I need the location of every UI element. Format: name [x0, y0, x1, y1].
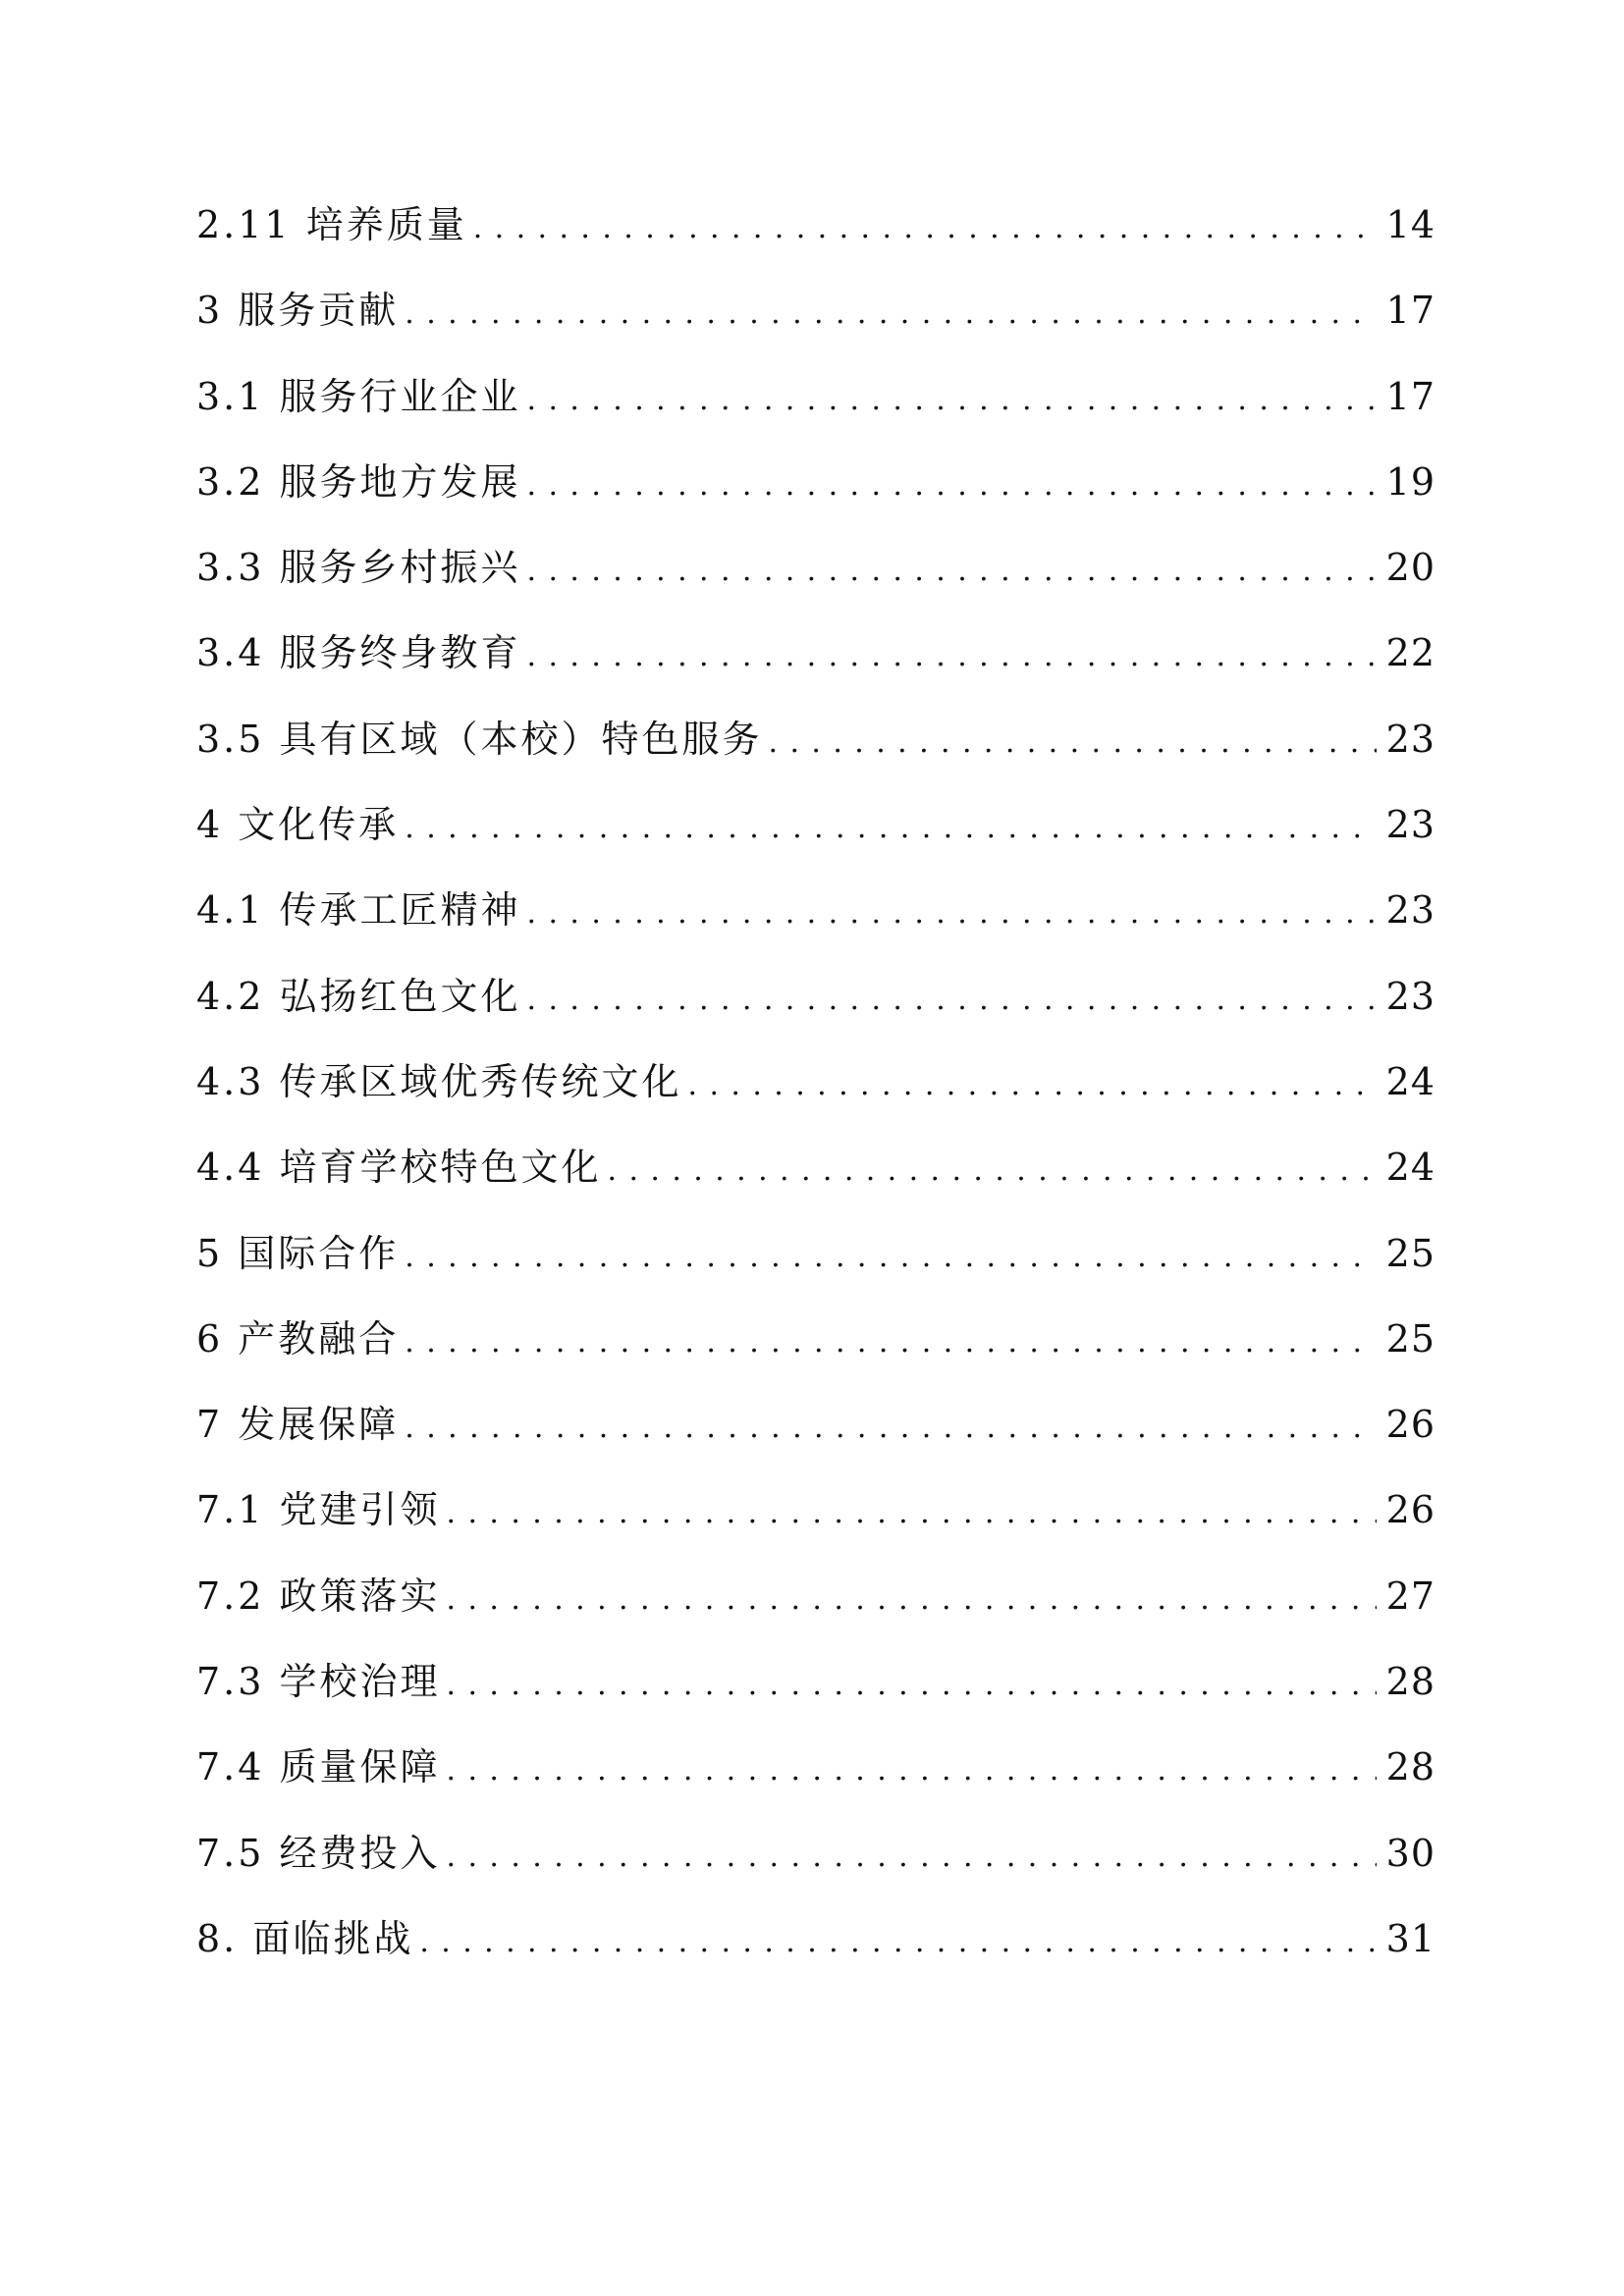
- toc-entry-title: 3 服务贡献: [196, 289, 400, 333]
- toc-entry-page: 26: [1385, 1403, 1435, 1447]
- toc-entry-page: 30: [1385, 1831, 1435, 1875]
- toc-dot-leader: [447, 1842, 1377, 1872]
- toc-entry[interactable]: [196, 803, 1435, 891]
- table-of-contents: [196, 203, 1435, 2005]
- toc-entry[interactable]: [196, 888, 1435, 977]
- toc-dot-leader: [405, 1243, 1376, 1272]
- toc-entry-page: 24: [1385, 1146, 1435, 1190]
- toc-entry-page: 25: [1385, 1316, 1435, 1361]
- toc-entry-page: 17: [1385, 289, 1435, 333]
- toc-entry[interactable]: [196, 1574, 1435, 1663]
- toc-entry[interactable]: [196, 203, 1435, 292]
- toc-dot-leader: [419, 1928, 1376, 1957]
- toc-dot-leader: [405, 1414, 1376, 1443]
- toc-entry-page: 28: [1385, 1745, 1435, 1789]
- toc-entry[interactable]: [196, 1831, 1435, 1920]
- toc-entry-title: 7.1 党建引领: [196, 1488, 441, 1532]
- toc-entry[interactable]: [196, 1660, 1435, 1748]
- toc-entry-page: 23: [1385, 888, 1435, 933]
- toc-entry[interactable]: [196, 459, 1435, 549]
- toc-entry-page: 19: [1385, 459, 1435, 504]
- toc-dot-leader: [527, 471, 1377, 501]
- toc-dot-leader: [405, 814, 1376, 843]
- toc-entry-title: 7.2 政策落实: [196, 1574, 441, 1618]
- toc-entry-title: 5 国际合作: [196, 1231, 400, 1275]
- toc-dot-leader: [688, 1071, 1377, 1100]
- toc-entry-page: 23: [1385, 717, 1435, 761]
- toc-entry-title: 4 文化传承: [196, 803, 400, 847]
- toc-dot-leader: [405, 299, 1376, 329]
- toc-entry-page: 20: [1385, 546, 1435, 590]
- toc-entry[interactable]: [196, 974, 1435, 1063]
- toc-dot-leader: [527, 899, 1377, 929]
- toc-dot-leader: [608, 1156, 1377, 1186]
- toc-entry[interactable]: [196, 546, 1435, 634]
- toc-dot-leader: [527, 386, 1377, 415]
- toc-entry[interactable]: [196, 1316, 1435, 1406]
- toc-dot-leader: [405, 1328, 1376, 1358]
- toc-entry-title: 8. 面临挑战: [196, 1916, 414, 1960]
- toc-entry-title: 3.4 服务终身教育: [196, 631, 521, 675]
- toc-dot-leader: [447, 1585, 1377, 1615]
- toc-entry-page: 25: [1385, 1231, 1435, 1275]
- toc-entry-page: 31: [1385, 1916, 1435, 1960]
- toc-dot-leader: [527, 557, 1377, 586]
- toc-entry[interactable]: [196, 1148, 1435, 1234]
- toc-entry[interactable]: [196, 1231, 1435, 1320]
- toc-entry-page: 17: [1385, 374, 1435, 418]
- toc-entry-title: 4.3 传承区域优秀传统文化: [196, 1059, 682, 1103]
- toc-entry[interactable]: [196, 717, 1435, 806]
- toc-entry-title: 7.4 质量保障: [196, 1745, 441, 1789]
- toc-entry-title: 3.1 服务行业企业: [196, 374, 521, 418]
- toc-entry-page: 14: [1385, 203, 1435, 246]
- toc-entry[interactable]: [196, 1403, 1435, 1491]
- toc-entry-page: 28: [1385, 1660, 1435, 1704]
- toc-entry[interactable]: [196, 631, 1435, 720]
- toc-dot-leader: [527, 642, 1377, 671]
- toc-entry[interactable]: [196, 1059, 1435, 1148]
- toc-entry-page: 23: [1385, 974, 1435, 1018]
- toc-entry-title: 7 发展保障: [196, 1403, 400, 1447]
- toc-dot-leader: [447, 1671, 1377, 1700]
- toc-entry-title: 4.1 传承工匠精神: [196, 888, 521, 933]
- toc-entry-page: 24: [1385, 1059, 1435, 1103]
- toc-entry-page: 26: [1385, 1488, 1435, 1532]
- toc-entry[interactable]: [196, 1488, 1435, 1576]
- toc-entry[interactable]: [196, 1745, 1435, 1834]
- toc-entry-title: 4.4 培育学校特色文化: [196, 1146, 602, 1190]
- toc-entry-page: 22: [1385, 631, 1435, 675]
- toc-entry-title: 7.5 经费投入: [196, 1831, 441, 1875]
- toc-entry[interactable]: [196, 289, 1435, 377]
- toc-dot-leader: [527, 986, 1377, 1015]
- toc-entry-page: 23: [1385, 803, 1435, 847]
- toc-dot-leader: [769, 728, 1377, 758]
- toc-dot-leader: [447, 1756, 1377, 1786]
- toc-entry-title: 4.2 弘扬红色文化: [196, 974, 521, 1018]
- toc-entry-title: 6 产教融合: [196, 1316, 400, 1361]
- toc-entry-title: 3.2 服务地方发展: [196, 459, 521, 504]
- toc-dot-leader: [447, 1499, 1377, 1528]
- toc-entry-title: 3.5 具有区域（本校）特色服务: [196, 717, 763, 761]
- toc-dot-leader: [473, 214, 1377, 243]
- toc-entry[interactable]: [196, 374, 1435, 463]
- toc-entry[interactable]: [196, 1916, 1435, 2005]
- toc-entry-page: 27: [1385, 1574, 1435, 1618]
- toc-entry-title: 2.11 培养质量: [196, 203, 467, 246]
- toc-entry-title: 7.3 学校治理: [196, 1660, 441, 1704]
- toc-entry-title: 3.3 服务乡村振兴: [196, 546, 521, 590]
